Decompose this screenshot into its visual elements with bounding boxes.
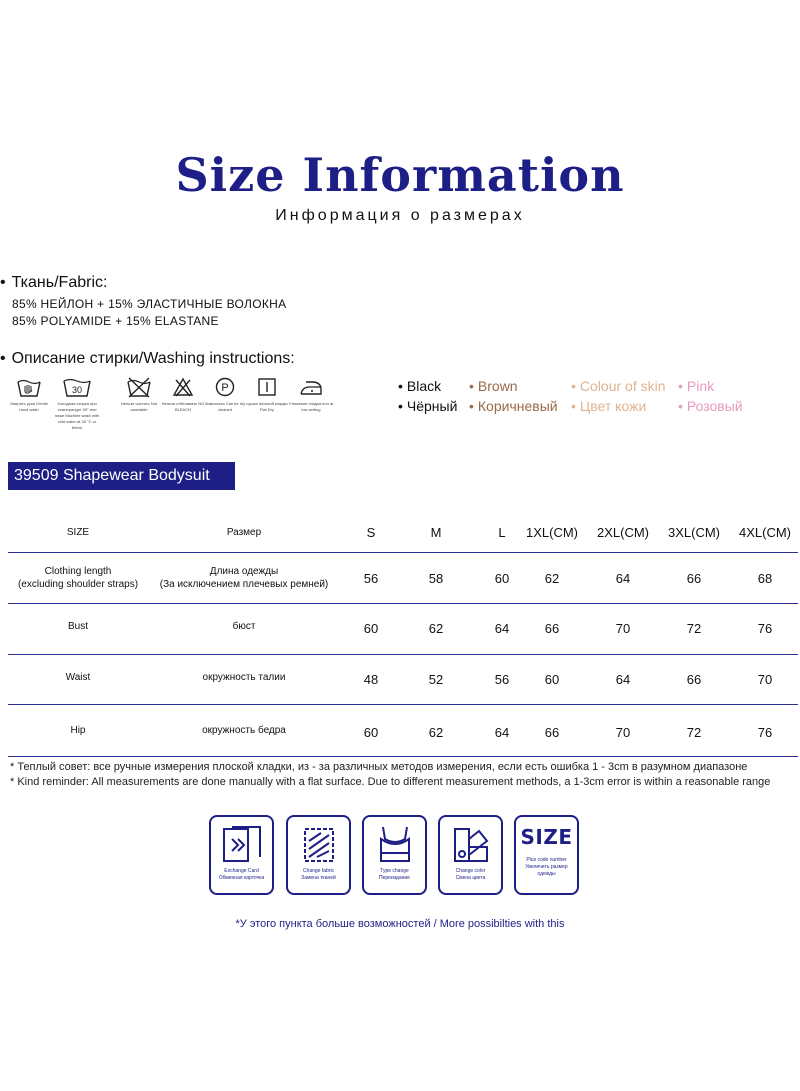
color-dot: • [678,398,683,414]
no-washing-machine-icon [126,376,152,398]
card-caption-ru: Увеличить размер одежды [525,864,568,877]
cell-value: 56 [363,571,379,586]
color-dot: • [571,378,576,394]
garment-top-icon [371,823,419,867]
color-dot: • [571,398,576,414]
color-option-skin-en: • Colour of skin [571,378,666,394]
hand-wash-icon [16,376,42,398]
iron-low-icon [298,376,324,398]
card-caption-en: Plus code number [526,857,567,863]
cell-value: 66 [544,621,560,636]
card-size [514,815,579,895]
size-table [8,515,798,757]
cell-value: 52 [428,672,444,687]
header-size-4xl: 4XL(CM) [738,525,791,540]
card-caption-ru: Смена цвета [455,875,486,881]
wash-item-flat-dry [244,376,290,413]
color-option-skin-ru: • Цвет кожи [571,398,647,414]
wash-item-iron [288,376,334,413]
note-ru: * Теплый совет: все ручные измерения плоской кладки, из - за различных методов измерения, если есть ошибка 1 - 3cm в разумном диапазоне [10,761,748,773]
cell-value: 60 [494,571,510,586]
color-option-brown-en: • Brown [469,378,518,394]
cell-value: 70 [615,621,631,636]
exchange-card-icon [218,823,266,867]
color-option-brown-ru: • Коричневый [469,398,558,414]
cell-value: 60 [363,621,379,636]
fabric-composition-en: 85% POLYAMIDE + 15% ELASTANE [12,314,219,328]
page-subtitle: Информация о размерах [275,207,525,224]
wash-item-no-machine [116,376,162,413]
cell-value: 62 [544,571,560,586]
row-label-en: Hip [70,725,86,736]
card-caption-ru: Обменная карточка [218,875,265,881]
header-size-3xl: 3XL(CM) [667,525,720,540]
cell-value: 58 [428,571,444,586]
cell-value: 64 [494,725,510,740]
table-row [8,604,798,655]
cell-value: 76 [757,621,773,636]
fabric-heading: • Ткань/Fabric: [0,274,107,292]
header-size-en: SIZE [66,527,90,538]
fabric-composition-ru: 85% НЕЙЛОН + 15% ЭЛАСТИЧНЫЕ ВОЛОКНА [12,297,287,311]
cell-value: 56 [494,672,510,687]
color-dot: • [678,378,683,394]
cell-value: 70 [615,725,631,740]
color-palette-icon [447,823,495,867]
no-bleach-icon [172,376,194,398]
card-caption-ru: Замена тканей [301,875,336,881]
cell-value: 70 [757,672,773,687]
cell-value: 64 [494,621,510,636]
note-en: * Kind reminder: All measurements are done manually with a flat surface. Due to different measurement methods, a 1-3cm error is within a reasonable range [10,776,771,788]
size-badge-icon: SIZE [520,825,573,849]
card-caption-ru: Переиздание [379,875,410,881]
header-size-m: M [430,525,442,540]
card-color [438,815,503,895]
wash-item-dry-clean [202,376,248,413]
row-label-en: Bust [67,621,88,632]
measurement-notes [10,760,790,790]
cell-value: 66 [544,725,560,740]
wash-caption-flat-dry: сушка плоской кладки Flat Dry [246,401,288,412]
cell-value: 64 [615,571,631,586]
product-name-tag: 39509 Shapewear Bodysuit [8,462,235,490]
cell-value: 72 [686,621,702,636]
dry-clean-letter: P [221,382,229,394]
fabric-swatch-icon [295,823,343,867]
wash-item-hand [6,376,52,413]
footer-note: *У этого пункта больше возможностей / More possibilties with this [235,918,565,930]
washing-heading: • Описание стирки/Washing instructions: [0,350,295,368]
cell-value: 62 [428,725,444,740]
color-options [398,378,798,422]
wash-caption-machine: Холодная стирка при температуре 30° или ниже Machine wash with cold water at 30 °C or below [54,401,100,430]
card-caption-en: Exchange Card [224,868,259,874]
row-label-ru: Длина одежды (За исключением плечевых ремней) [159,566,329,590]
washing-icons-row [6,376,336,430]
cell-value: 72 [686,725,702,740]
flat-dry-icon [256,376,278,398]
header-size-ru: Размер [226,527,262,538]
size-table-header [8,515,798,553]
cell-value: 68 [757,571,773,586]
color-dot: • [469,398,474,414]
row-label-ru: окружность талии [202,672,286,683]
cell-value: 60 [363,725,379,740]
row-label-ru: окружность бедра [202,725,286,736]
header-size-1xl: 1XL(CM) [525,525,578,540]
card-fabric [286,815,351,895]
row-label-ru: бюст [232,621,256,632]
table-row [8,655,798,705]
color-option-pink-en: • Pink [678,378,715,394]
row-label-en: Clothing length (excluding shoulder straps) [17,566,139,590]
color-dot: • [469,378,474,394]
wash-caption-dry-clean: Химчистка Can be dry cleaned [204,401,246,412]
color-option-pink-ru: • Розовый [678,398,743,414]
color-dot: • [398,378,403,394]
wash-item-no-bleach [160,376,206,413]
wash-caption-no-machine: Нельзя чистить Not washable [120,401,158,412]
wash-item-machine [54,376,100,431]
cell-value: 66 [686,571,702,586]
card-exchange [209,815,274,895]
card-caption-en: Change fabric [302,868,335,874]
cell-value: 48 [363,672,379,687]
table-row [8,705,798,757]
dry-clean-icon [214,376,236,398]
cell-value: 60 [544,672,560,687]
cell-value: 64 [615,672,631,687]
card-caption-en: Change color [455,868,486,874]
color-dot: • [398,398,403,414]
machine-wash-30-icon [62,376,92,398]
cell-value: 62 [428,621,444,636]
header-size-2xl: 2XL(CM) [596,525,649,540]
header-size-l: L [498,525,506,540]
cell-value: 66 [686,672,702,687]
card-caption-en: Type change [380,868,409,874]
table-row [8,553,798,604]
color-option-black-en: • Black [398,378,442,394]
row-label-en: Waist [65,672,91,683]
wash-caption-no-bleach: Нельзя отбеливать NO BLEACH [161,401,205,412]
card-type [362,815,427,895]
color-option-black-ru: • Чёрный [398,398,458,414]
cell-value: 76 [757,725,773,740]
header-size-s: S [366,525,376,540]
wash-caption-iron: Утюжение гладка iron at low setting [288,401,334,412]
wash-temp-label: 30 [71,385,83,395]
service-cards [209,815,579,895]
wash-caption-hand: Умерить руки Gentle hand wash [10,401,48,412]
page-title: Size Information [175,148,625,202]
